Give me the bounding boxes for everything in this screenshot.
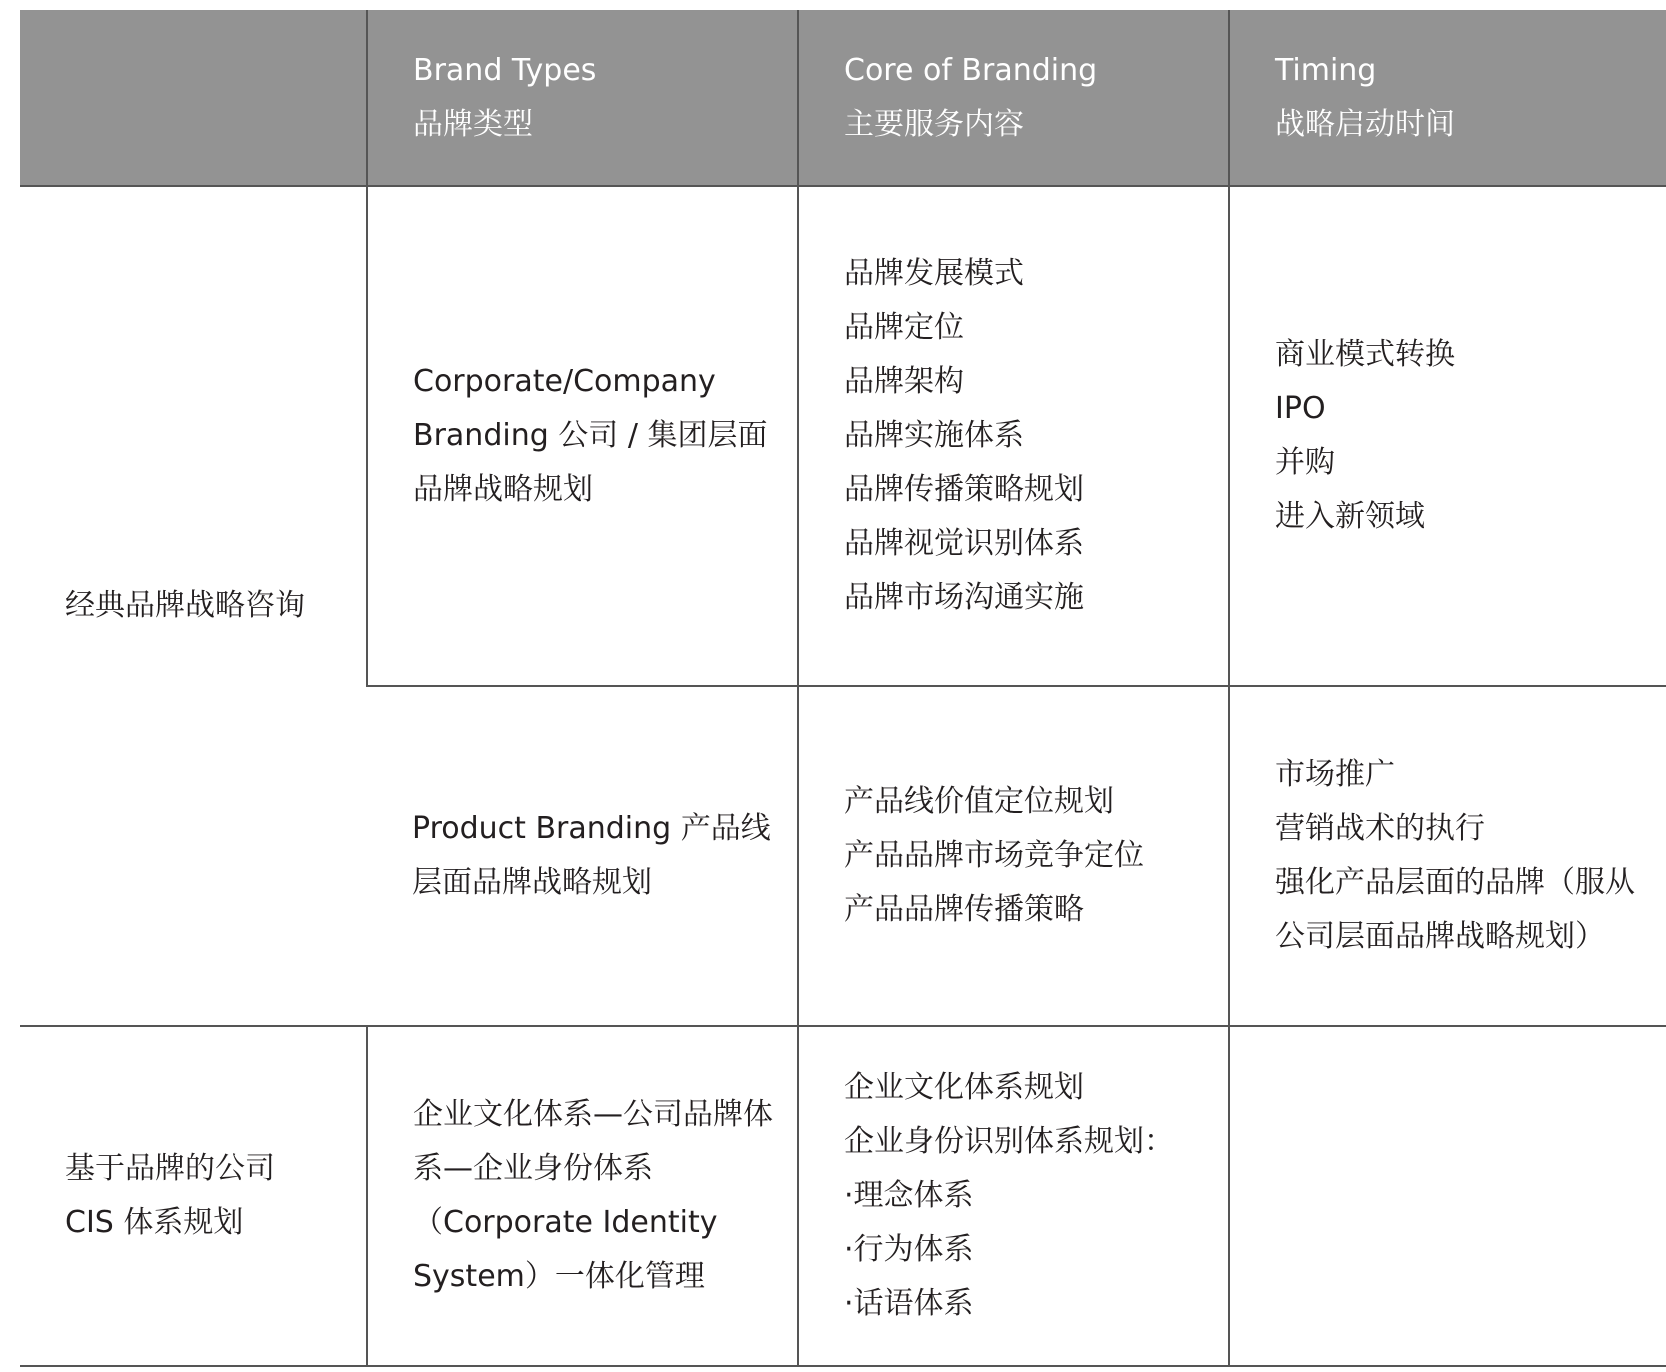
table-header [20, 10, 1666, 186]
timing-item: 营销战术的执行 [1275, 811, 1485, 846]
timing-item: 强化产品层面的品牌（服从公司层面品牌战略规划） [1275, 865, 1635, 954]
timing-cell-empty [1229, 1026, 1666, 1366]
timing-item: 并购 [1275, 445, 1335, 480]
timing-item: 商业模式转换 [1275, 337, 1455, 372]
table-row [20, 186, 1666, 686]
brand-type-text: Corporate/Company Branding 公司 / 集团层面品牌战略规划 [413, 364, 768, 507]
timing-item: IPO [1275, 391, 1326, 426]
timing-cell [1229, 186, 1666, 686]
category-cell-cis [20, 1026, 367, 1366]
core-item: 产品线价值定位规划 [844, 784, 1114, 819]
core-cell [798, 686, 1229, 1026]
category-cell-classic: 经典品牌战略咨询 [20, 186, 367, 1026]
core-item: ·理念体系 [844, 1178, 974, 1213]
core-item: ·话语体系 [844, 1286, 974, 1321]
table-body [20, 186, 1666, 1366]
header-timing [1229, 10, 1666, 186]
branding-table-container [20, 10, 1666, 1367]
brand-type-text: Product Branding 产品线层面品牌战略规划 [412, 811, 771, 900]
core-item: 品牌视觉识别体系 [844, 526, 1084, 561]
category-line: CIS 体系规划 [65, 1205, 244, 1240]
core-item: 企业文化体系规划 [844, 1070, 1084, 1105]
timing-cell [1229, 686, 1666, 1026]
header-timing-zh: 战略启动时间 [1275, 106, 1455, 142]
branding-services-table [20, 10, 1666, 1367]
brand-type-text: 企业文化体系—公司品牌体系—企业身份体系（Corporate Identity System）一体化管理 [413, 1097, 773, 1294]
timing-item: 进入新领域 [1275, 499, 1425, 534]
category-line: 基于品牌的公司 [65, 1151, 275, 1186]
brand-type-cell [367, 686, 798, 1026]
header-core-of-branding [798, 10, 1229, 186]
table-row [20, 1026, 1666, 1366]
core-item: 品牌传播策略规划 [844, 472, 1084, 507]
core-item: 品牌发展模式 [844, 256, 1024, 291]
header-brand-types-zh: 品牌类型 [413, 106, 533, 142]
timing-item: 市场推广 [1275, 757, 1395, 792]
header-core-zh: 主要服务内容 [844, 106, 1024, 142]
header-core-en: Core of Branding [844, 52, 1098, 88]
core-item: ·行为体系 [844, 1232, 974, 1267]
header-empty-cell [20, 10, 367, 186]
header-timing-en: Timing [1275, 52, 1377, 88]
header-brand-types-en: Brand Types [413, 52, 597, 88]
header-row [20, 10, 1666, 186]
core-cell [798, 1026, 1229, 1366]
header-brand-types [367, 10, 798, 186]
core-item: 品牌实施体系 [844, 418, 1024, 453]
core-item: 品牌市场沟通实施 [844, 580, 1084, 615]
core-item: 品牌架构 [844, 364, 964, 399]
core-item: 品牌定位 [844, 310, 964, 345]
core-item: 产品品牌传播策略 [844, 892, 1084, 927]
core-item: 企业身份识别体系规划： [844, 1124, 1174, 1159]
core-cell [798, 186, 1229, 686]
brand-type-cell [367, 1026, 798, 1366]
core-item: 产品品牌市场竞争定位 [844, 838, 1144, 873]
brand-type-cell [367, 186, 798, 686]
